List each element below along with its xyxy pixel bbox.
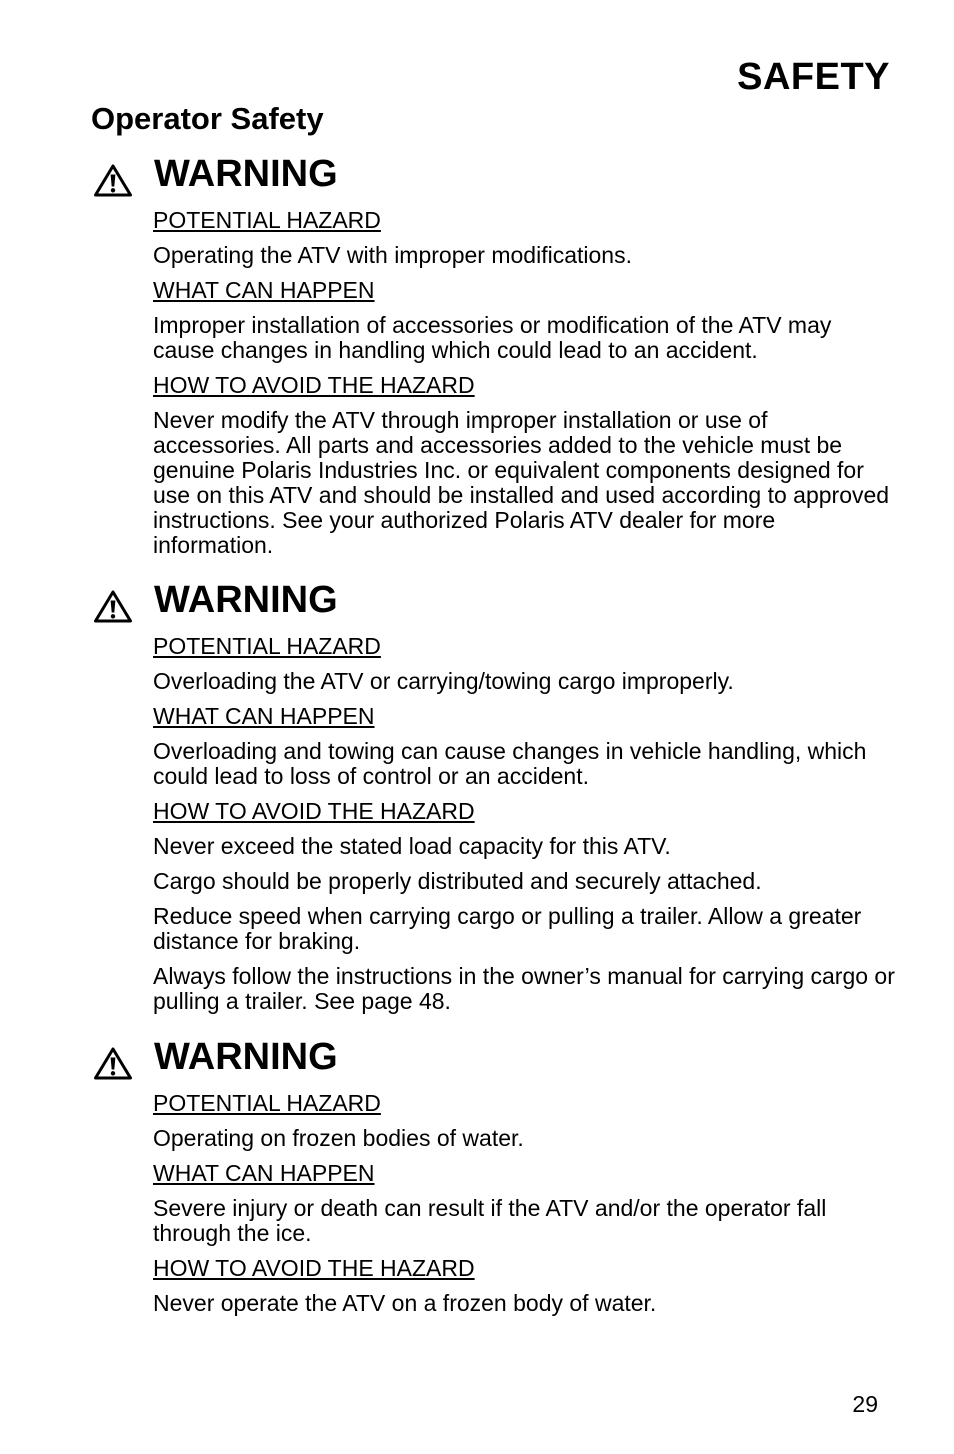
warning-triangle-icon	[94, 590, 132, 623]
how-to-avoid-label: HOW TO AVOID THE HAZARD	[153, 1255, 475, 1281]
how-to-avoid-label: HOW TO AVOID THE HAZARD	[153, 372, 475, 398]
page-number: 29	[852, 1391, 878, 1417]
warning-header	[0, 581, 954, 627]
warning-block	[0, 579, 954, 1014]
warning-body	[153, 1091, 898, 1326]
warning-triangle-icon	[94, 164, 132, 197]
warning-body	[153, 634, 898, 1024]
how-to-avoid-text: Never exceed the stated load capacity for this ATV.	[153, 833, 671, 859]
subsection-title: Operator Safety	[91, 101, 324, 136]
section-title: SAFETY	[737, 56, 890, 98]
potential-hazard-label: POTENTIAL HAZARD	[153, 207, 381, 233]
potential-hazard-text: Operating the ATV with improper modifications.	[153, 242, 632, 268]
warning-block	[0, 153, 954, 558]
warning-block	[0, 1036, 954, 1316]
what-can-happen-text: Severe injury or death can result if the ATV and/or the operator fall through the ice.	[153, 1195, 827, 1246]
what-can-happen-label: WHAT CAN HAPPEN	[153, 703, 375, 729]
what-can-happen-label: WHAT CAN HAPPEN	[153, 277, 375, 303]
what-can-happen-text: Overloading and towing can cause changes in vehicle handling, which could lead to loss of control or an accident.	[153, 738, 867, 789]
warning-header	[0, 155, 954, 201]
how-to-avoid-label: HOW TO AVOID THE HAZARD	[153, 798, 475, 824]
warning-header	[0, 1038, 954, 1084]
warning-title: WARNING	[154, 153, 338, 195]
how-to-avoid-text: Cargo should be properly distributed and securely attached.	[153, 868, 762, 894]
warning-title: WARNING	[154, 579, 338, 621]
warning-triangle-icon	[94, 1047, 132, 1080]
how-to-avoid-text: Never modify the ATV through improper installation or use of accessories. All parts and accessories added to the vehicle must be genuine Polaris Industries Inc. or equivalent components designed for use on this ATV and should be installed and used according to approved instructions. See your authorized Polaris ATV dealer for more information.	[153, 407, 890, 558]
how-to-avoid-text: Reduce speed when carrying cargo or pulling a trailer. Allow a greater distance for braking.	[153, 903, 862, 954]
what-can-happen-label: WHAT CAN HAPPEN	[153, 1160, 375, 1186]
what-can-happen-text: Improper installation of accessories or modification of the ATV may cause changes in handling which could lead to an accident.	[153, 312, 832, 363]
potential-hazard-text: Operating on frozen bodies of water.	[153, 1125, 524, 1151]
how-to-avoid-text: Always follow the instructions in the owner’s manual for carrying cargo or pulling a trailer. See page 48.	[153, 963, 895, 1014]
warning-body	[153, 208, 898, 568]
potential-hazard-text: Overloading the ATV or carrying/towing cargo improperly.	[153, 668, 734, 694]
potential-hazard-label: POTENTIAL HAZARD	[153, 1090, 381, 1116]
how-to-avoid-text: Never operate the ATV on a frozen body of water.	[153, 1290, 657, 1316]
warning-title: WARNING	[154, 1036, 338, 1078]
potential-hazard-label: POTENTIAL HAZARD	[153, 633, 381, 659]
